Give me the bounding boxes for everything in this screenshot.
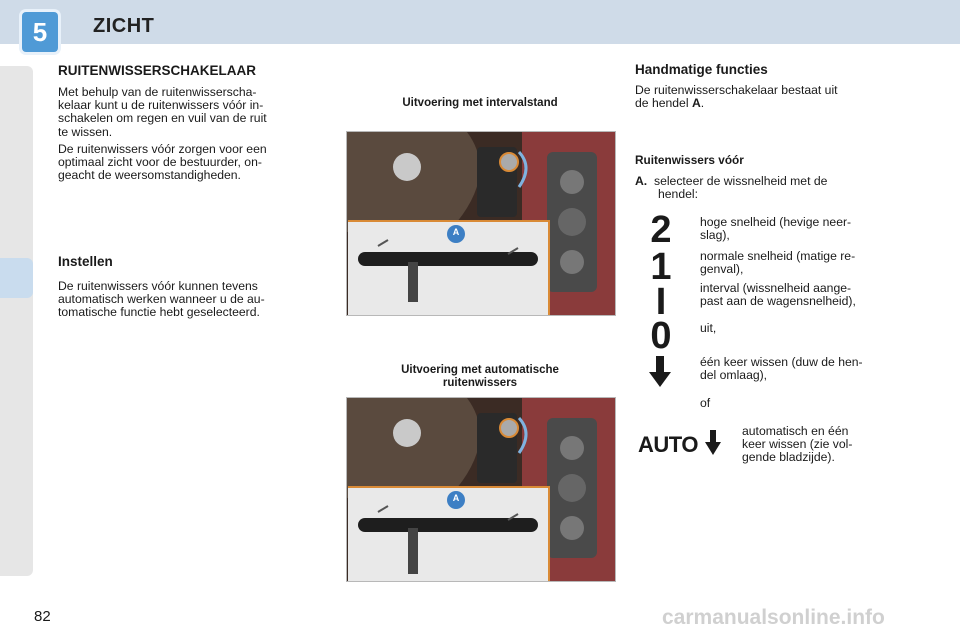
lever-inset <box>348 486 550 582</box>
item-off: uit, <box>700 321 717 335</box>
arrow-down-icon <box>649 356 671 388</box>
item-high-speed: hoge snelheid (hevige neer- slag), <box>700 215 852 243</box>
item-auto: automatisch en één keer wissen (zie vol- gende bladzijde). <box>742 424 853 465</box>
interval-icon <box>646 282 676 318</box>
svg-text:2: 2 <box>650 210 672 246</box>
marker-a-label: A <box>452 227 460 237</box>
intro-paragraph-2: De ruitenwissers vóór zorgen voor een optimaal zicht voor de bestuurder, on- geacht de weersomstandigheden. <box>58 142 267 183</box>
auto-arrow-down-icon <box>705 430 721 456</box>
svg-text:0: 0 <box>650 316 672 352</box>
chapter-title: ZICHT <box>93 15 155 37</box>
page-number: 82 <box>34 608 51 625</box>
subheading-instellen: Instellen <box>58 254 113 269</box>
section-title: RUITENWISSERSCHAKELAAR <box>58 63 257 78</box>
svg-text:I: I <box>655 282 667 318</box>
lever-description: De ruitenwisserschakelaar bestaat uit de hendel A. <box>635 83 838 111</box>
lever-inset <box>348 220 550 316</box>
side-strip <box>0 66 33 576</box>
item-interval: interval (wissnelheid aange- past aan de wagensnelheid), <box>700 281 856 309</box>
item-single-wipe: één keer wissen (duw de hen- del omlaag), <box>700 355 863 383</box>
subheading-wipers-front: Ruitenwissers vóór <box>635 153 744 167</box>
instruction-a: A. selecteer de wissnelheid met de hendel: <box>635 174 828 202</box>
off-icon <box>646 316 676 352</box>
speed-2-icon <box>646 210 676 246</box>
marker-a-label: A <box>452 493 460 503</box>
caption-interval: Uitvoering met intervalstand <box>402 97 558 109</box>
caption-auto: Uitvoering met automatische ruitenwissers <box>401 364 559 389</box>
intro-paragraph-1: Met behulp van de ruitenwisserscha- kelaar kunt u de ruitenwissers vóór in- schakelen om regen en vuil van de ruit te wissen. <box>58 85 267 139</box>
auto-label-icon: AUTO <box>638 432 698 457</box>
speed-1-icon <box>646 247 676 283</box>
side-tab-marker <box>0 258 33 298</box>
heading-handmatige: Handmatige functies <box>635 62 768 77</box>
setup-paragraph: De ruitenwissers vóór kunnen tevens automatisch werken wanneer u de au- tomatische functie hebt geselecteerd. <box>58 279 265 320</box>
item-normal-speed: normale snelheid (matige re- genval), <box>700 249 856 277</box>
svg-text:1: 1 <box>650 247 672 283</box>
photo-interval-version <box>346 131 616 316</box>
chapter-number-badge: 5 <box>22 12 58 52</box>
photo-auto-version <box>346 397 616 582</box>
watermark: carmanualsonline.info <box>662 606 885 629</box>
or-text: of <box>700 396 711 410</box>
